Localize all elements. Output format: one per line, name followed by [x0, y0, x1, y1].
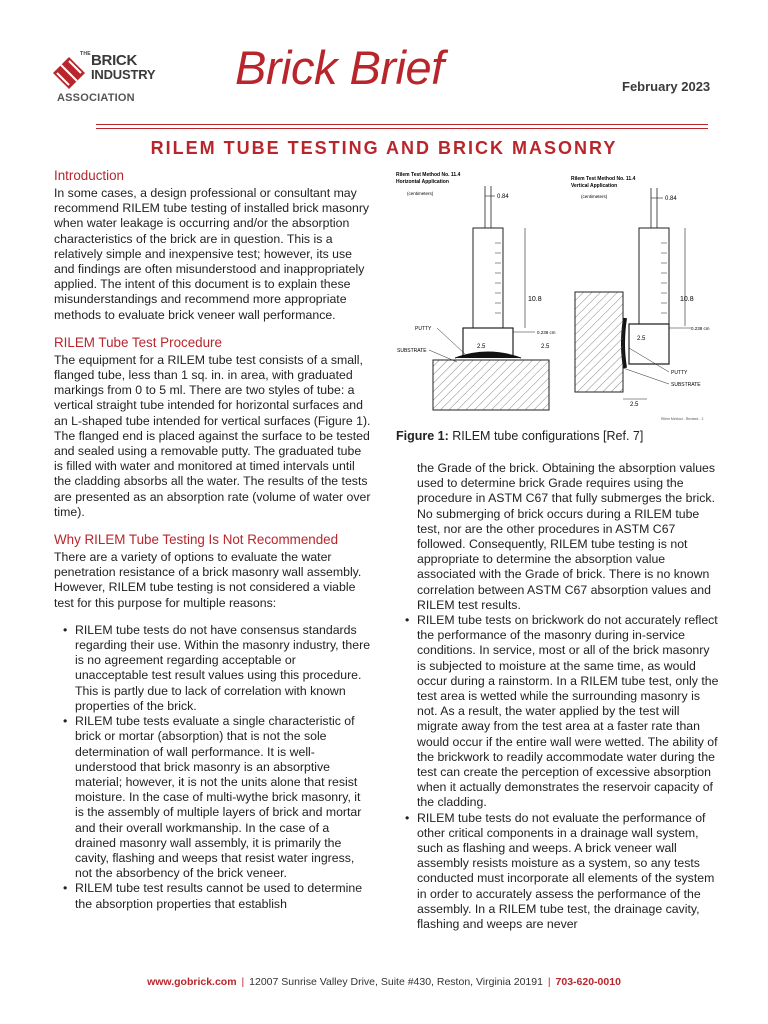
right-diagram-title-1: Rilem Test Method No. 11.4 [571, 176, 636, 182]
figure-caption-text: RILEM tube configurations [Ref. 7] [448, 429, 644, 443]
why-heading: Why RILEM Tube Testing Is Not Recommended [54, 532, 339, 548]
left-substrate-label: SUBSTRATE [397, 348, 427, 354]
right-substrate-label: SUBSTRATE [671, 382, 701, 388]
left-dim-top: 0.84 [497, 194, 509, 200]
right-diagram-title-2: Vertical Application [571, 183, 618, 189]
right-dim-height: 10.8 [680, 296, 694, 303]
right-putty-label: PUTTY [671, 370, 688, 376]
left-diagram-title-2: Horizontal Application [396, 179, 449, 185]
left-diagram-title-1: Rilem Test Method No. 11.4 [396, 172, 461, 178]
bullet-continuation: the Grade of the brick. Obtaining the absorption values used to determine brick Grade requires using the procedure in ASTM C67 that fully submerges the brick. No submerging of brick occurs during a RILEM tube test, nor are the other procedures in ASTM C67 followed. Consequently, RILEM tube testing is not appropriate to determine the absorption value associated with the Grade of brick. There is no known correlation between ASTM C67 absorption values and RILEM test results. [417, 461, 716, 612]
why-body: There are a variety of options to evaluate the water penetration resistance of a brick masonry wall assembly. However, RILEM tube testing is not considered a viable test for this purpose for multiple reasons: [54, 550, 362, 610]
masthead-title: Brick Brief [235, 41, 444, 94]
phone-number: 703-620-0010 [555, 976, 621, 988]
reason-item: • RILEM tube test results cannot be used to determine the absorption properties that establish [54, 881, 372, 911]
brick-logo-icon [52, 56, 86, 90]
figure-caption [396, 429, 643, 443]
right-dim-top: 0.84 [665, 196, 677, 202]
left-dim-height: 10.8 [528, 296, 542, 303]
procedure-heading: RILEM Tube Test Procedure [54, 334, 222, 350]
header [0, 0, 768, 120]
reason-item: • RILEM tube tests on brickwork do not accurately reflect the performance of the masonry during in-service conditions. In service, most or all of the brick masonry is subjected to moisture at the same time, as would occur during a rainstorm. In a RILEM tube test, only the test area is wetted while the surrounding masonry is not. As a result, the water applied by the test will migrate away from the test area at a faster rate than would occur if the entire wall were wetted. The ability of the brickwork to readily accommodate water during the test can create the perception of excessive absorption when it actually demonstrates the reservoir capacity of the cladding. [402, 613, 720, 811]
left-units: (centimeters) [407, 191, 434, 196]
logo-text-industry: INDUSTRY [91, 67, 156, 82]
reasons-list-continued [402, 613, 720, 932]
reason-item: • RILEM tube tests do not have consensus standards regarding their use. Within the masonry industry, there is no agreement regarding acceptable or unacceptable test result values using this procedure. This is partly due to lack of correlation with known properties of the brick. [54, 623, 372, 714]
right-dim-25: 2.5 [637, 336, 646, 342]
address: 12007 Sunrise Valley Drive, Suite #430, Reston, Virginia 20191 [249, 976, 543, 988]
reason-item: • RILEM tube tests do not evaluate the performance of other critical components in a drainage wall system, such as flashing and weeps. A brick veneer wall assembly resists moisture as a system, so any tests conducted must incorporate all elements of the system in order to accurately assess the performance of the assembly. In a RILEM tube test, the drainage cavity, flashing and weeps are never [402, 811, 720, 933]
logo-text-association: ASSOCIATION [57, 92, 135, 104]
reason-item: • RILEM tube tests evaluate a single characteristic of brick or mortar (absorption) that is not the sole determination of wall performance. It is well-understood that brick masonry is an absorptive material; however, it is not the units alone that resist moisture. In the case of multi-wythe brick masonry, it is the assembly of multiple layers of brick and mortar and their overall workmanship. In the case of a drained masonry wall assembly, it is primarily the cavity, flashing and weeps that resist water ingress, not the absorbency of the brick veneer. [54, 714, 372, 881]
left-dim-25-b: 2.5 [541, 344, 550, 350]
figure-caption-label: Figure 1: [396, 429, 449, 443]
revision-note: Rilem Method - Revised - 2 [661, 417, 704, 421]
logo-text-brick: BRICK [91, 52, 137, 69]
website-link[interactable]: www.gobrick.com [147, 976, 237, 988]
left-dim-25: 2.5 [477, 344, 486, 350]
intro-body: In some cases, a design professional or consultant may recommend RILEM tube testing of installed brick masonry when water leakage is occurring and/or the absorption characteristics of the brick are in question. This is a relatively simple and inexpensive test; however, its use and findings are often misunderstood and inappropriately applied. The intent of this document is to explain these misunderstandings and recommend more appropriate methods to evaluate brick veneer wall performance. [54, 186, 370, 322]
right-units: (centimeters) [581, 194, 608, 199]
reasons-list [54, 623, 372, 912]
rilem-tube-diagram [385, 168, 720, 428]
footer: www.gobrick.com | 12007 Sunrise Valley Drive, Suite #430, Reston, Virginia 20191 | 703-620-0010 [147, 976, 621, 988]
figure-1 [385, 168, 720, 428]
issue-date: February 2023 [622, 79, 711, 94]
intro-heading: Introduction [54, 168, 124, 183]
logo-text-the: THE [80, 51, 91, 57]
left-dim-flange: 0.238 cm [537, 330, 556, 335]
article-title: RILEM TUBE TESTING AND BRICK MASONRY [150, 138, 618, 158]
right-column [402, 461, 720, 932]
header-rule-top [96, 124, 708, 125]
left-putty-label: PUTTY [415, 326, 432, 332]
left-column [54, 168, 372, 912]
bia-logo [52, 50, 164, 108]
right-dim-flange: 0.238 cm [691, 326, 710, 331]
right-dim-25-b: 2.5 [630, 402, 639, 408]
procedure-body: The equipment for a RILEM tube test consists of a small, flanged tube, less than 1 sq. in. in area, with graduated markings from 0 to 5 ml. There are two styles of tube: a vertical straight tube intended for horizontal surfaces and an L-shaped tube intended for vertical surfaces (Figure 1). The flanged end is placed against the surface to be tested and sealed using a removable putty. The graduated tube is filled with water and monitored at timed intervals until the cladding absorbs all the water. The results of the tests are presented as an absorption rate (volume of water over time). [54, 352, 371, 519]
header-rule-bottom [96, 128, 708, 129]
